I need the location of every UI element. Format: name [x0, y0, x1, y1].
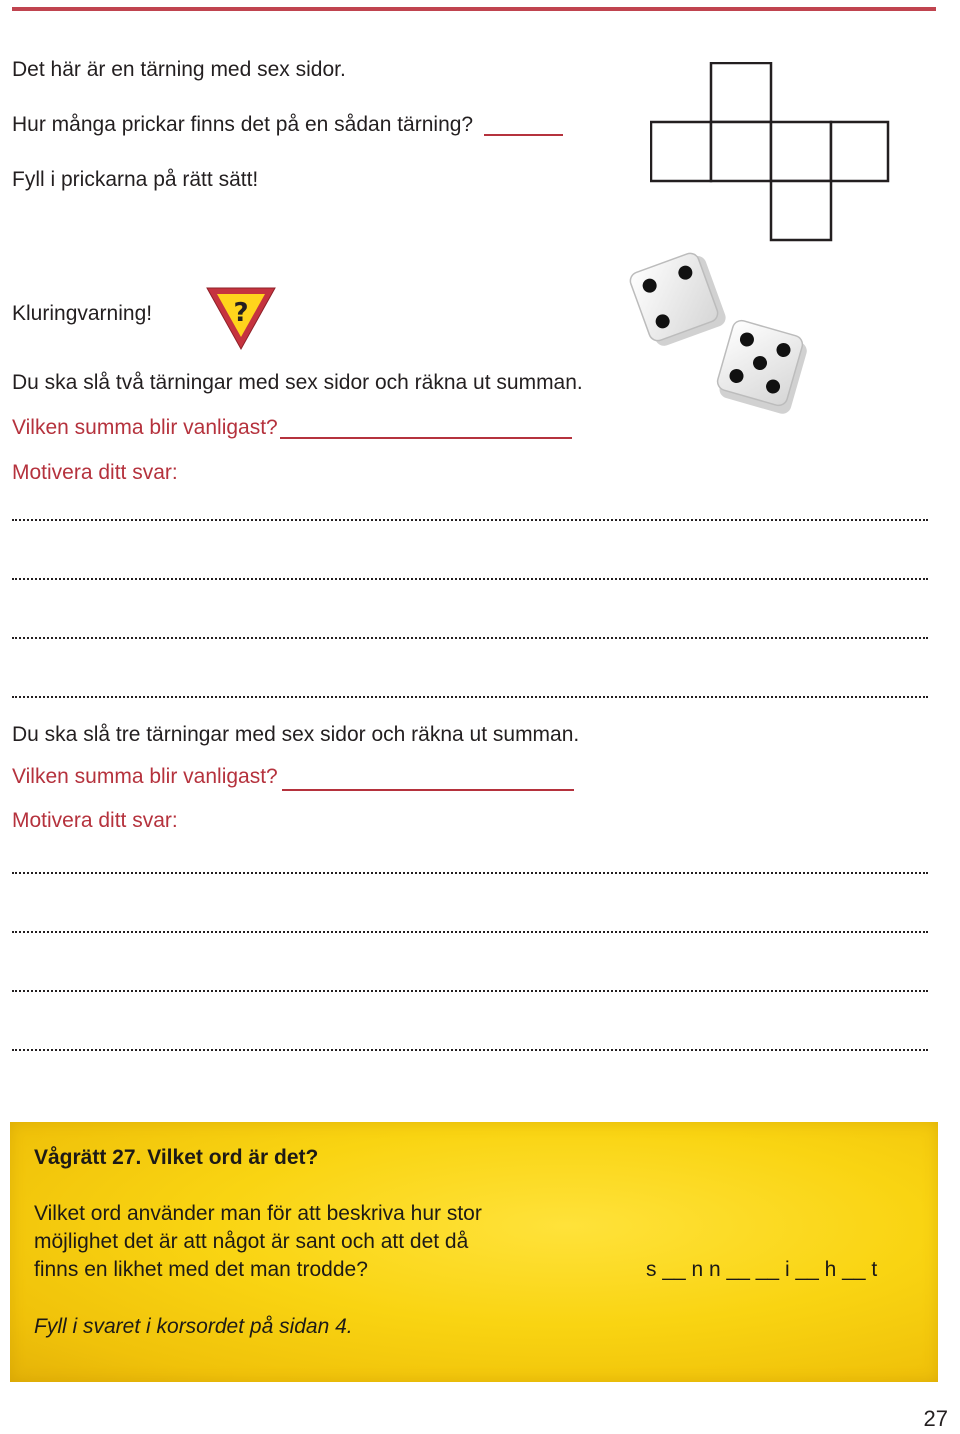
warning-title: Kluringvarning!	[12, 302, 153, 325]
crossword-heading: Vågrätt 27. Vilket ord är det?	[34, 1146, 319, 1169]
task3-answer-line-1[interactable]	[12, 872, 928, 874]
crossword-body-line1: Vilket ord använder man för att beskriva hur stor	[34, 1202, 482, 1225]
die-five-icon	[714, 318, 811, 415]
net-face-center[interactable]	[711, 122, 771, 181]
task3-answer-line-2[interactable]	[12, 931, 928, 933]
net-face-far-right[interactable]	[831, 122, 888, 181]
task2-answer-line-3[interactable]	[12, 637, 928, 639]
crossword-footer: Fyll i svaret i korsordet på sidan 4.	[34, 1315, 353, 1338]
crossword-word-pattern[interactable]: s __ n n __ __ i __ h __ t	[646, 1258, 878, 1281]
top-rule	[12, 7, 936, 11]
task3-intro: Du ska slå tre tärningar med sex sidor och räkna ut summan.	[12, 723, 580, 746]
task2-question: Vilken summa blir vanligast?	[12, 416, 278, 439]
task2-answer-line-2[interactable]	[12, 578, 928, 580]
page-number: 27	[923, 1406, 948, 1431]
task2-motivate: Motivera ditt svar:	[12, 461, 178, 484]
task3-answer-line-3[interactable]	[12, 990, 928, 992]
crossword-body-line3: finns en likhet med det man trodde?	[34, 1258, 368, 1281]
yield-warning-sign-icon	[203, 285, 279, 353]
sign-question-mark: ?	[233, 298, 249, 328]
net-face-top[interactable]	[711, 63, 771, 122]
task2-answer-blank[interactable]	[280, 437, 572, 439]
task2-answer-line-4[interactable]	[12, 696, 928, 698]
task3-motivate: Motivera ditt svar:	[12, 809, 178, 832]
net-face-right[interactable]	[771, 122, 831, 181]
task2-answer-line-1[interactable]	[12, 519, 928, 521]
net-face-bottom[interactable]	[771, 181, 831, 240]
task1-line3: Fyll i prickarna på rätt sätt!	[12, 168, 259, 191]
die-three-icon	[628, 249, 728, 350]
crossword-hint-box	[10, 1122, 938, 1382]
task3-answer-line-4[interactable]	[12, 1049, 928, 1051]
crossword-body-line2: möjlighet det är att något är sant och att det då	[34, 1230, 469, 1253]
dice-pair-image	[618, 245, 818, 420]
net-face-left[interactable]	[651, 122, 711, 181]
task3-answer-blank[interactable]	[282, 789, 574, 791]
task1-line2: Hur många prickar finns det på en sådan tärning?	[12, 113, 474, 136]
task2-intro: Du ska slå två tärningar med sex sidor och räkna ut summan.	[12, 371, 583, 394]
task3-question: Vilken summa blir vanligast?	[12, 765, 278, 788]
task1-line1: Det här är en tärning med sex sidor.	[12, 58, 346, 81]
answer-blank-dots[interactable]	[484, 134, 563, 136]
dice-net-diagram[interactable]	[650, 62, 890, 242]
